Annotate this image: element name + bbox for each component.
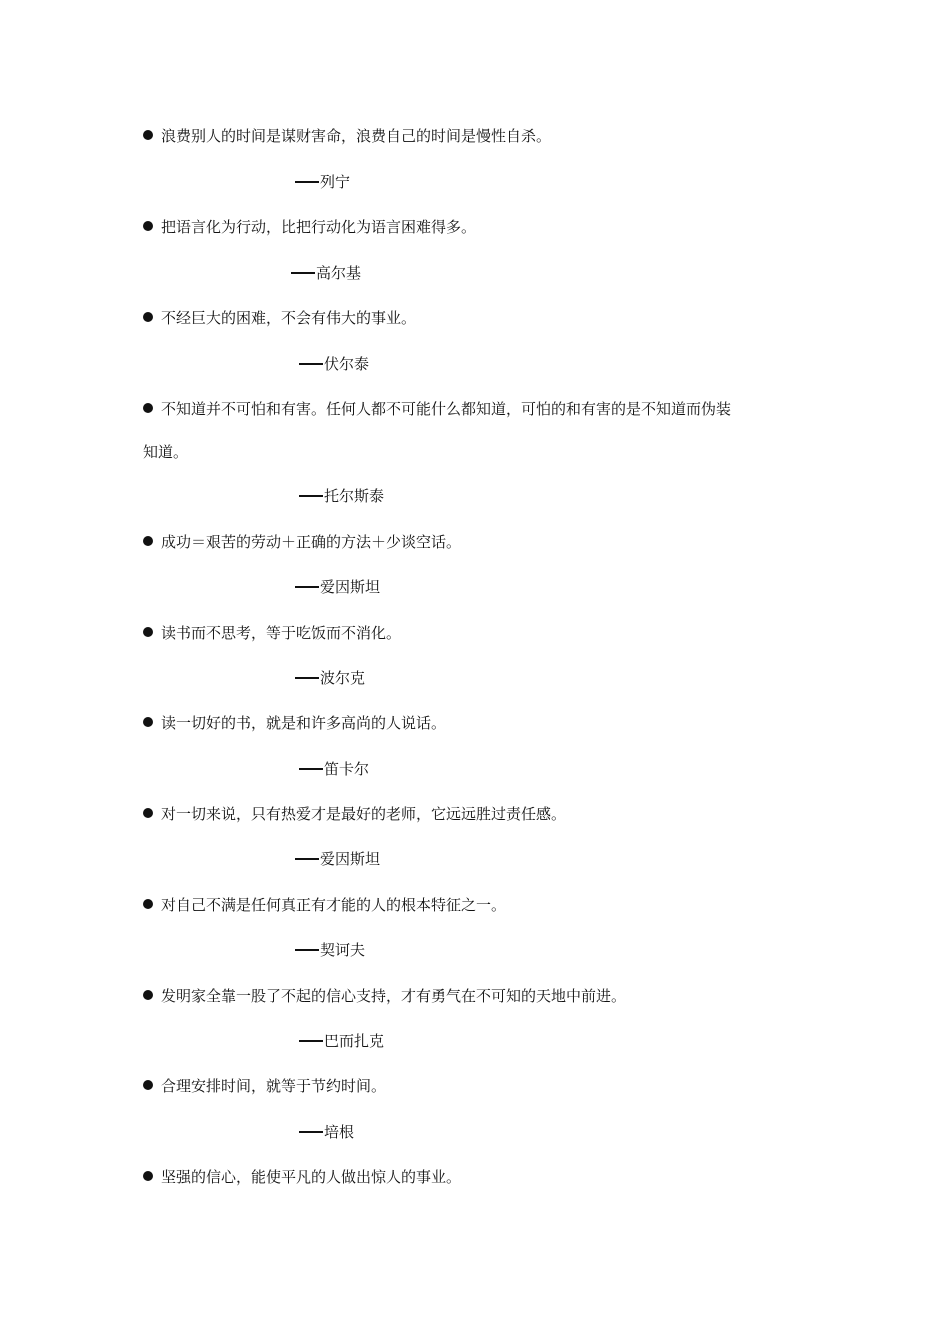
quote-author — [295, 849, 380, 869]
quote-author — [295, 172, 350, 192]
quote-text: 对一切来说，只有热爱才是最好的老师，它远远胜过责任感。 — [161, 805, 567, 823]
quote-author — [295, 577, 380, 597]
quote-item — [143, 623, 401, 643]
quote-text: 合理安排时间，就等于节约时间。 — [161, 1077, 387, 1095]
quote-text: 读一切好的书，就是和许多高尚的人说话。 — [161, 714, 447, 732]
author-name: 巴而扎克 — [324, 1032, 385, 1050]
bullet-icon — [143, 1171, 153, 1181]
quote-author — [299, 486, 384, 506]
dash-icon — [295, 586, 319, 588]
author-name: 笛卡尔 — [324, 760, 370, 778]
bullet-icon — [143, 130, 153, 140]
quote-item — [143, 532, 461, 552]
author-name: 波尔克 — [320, 669, 366, 687]
author-name: 高尔基 — [316, 264, 362, 282]
quote-item — [143, 895, 506, 915]
dash-icon — [295, 181, 319, 183]
bullet-icon — [143, 990, 153, 1000]
quote-text: 把语言化为行动，比把行动化为语言困难得多。 — [161, 218, 477, 236]
quote-author — [291, 263, 361, 283]
quote-item — [143, 1167, 461, 1187]
quote-text: 成功＝艰苦的劳动＋正确的方法＋少谈空话。 — [161, 533, 462, 551]
dash-icon — [295, 677, 319, 679]
quote-author — [295, 940, 365, 960]
quote-text: 浪费别人的时间是谋财害命，浪费自己的时间是慢性自杀。 — [161, 127, 552, 145]
dash-icon — [299, 1040, 323, 1042]
quote-author — [295, 668, 365, 688]
quote-item — [143, 399, 731, 419]
bullet-icon — [143, 403, 153, 413]
author-name: 培根 — [324, 1123, 355, 1141]
bullet-icon — [143, 1080, 153, 1090]
author-name: 爱因斯坦 — [320, 578, 381, 596]
quote-text: 不知道并不可怕和有害。任何人都不可能什么都知道，可怕的和有害的是不知道而伪装 — [161, 400, 732, 418]
quote-item — [143, 308, 416, 328]
dash-icon — [291, 272, 315, 274]
quote-author — [299, 759, 369, 779]
dash-icon — [295, 949, 319, 951]
bullet-icon — [143, 899, 153, 909]
author-name: 契诃夫 — [320, 941, 366, 959]
quote-item — [143, 713, 446, 733]
bullet-icon — [143, 312, 153, 322]
quote-text: 不经巨大的困难，不会有伟大的事业。 — [161, 309, 417, 327]
author-name: 列宁 — [320, 173, 351, 191]
quote-continuation — [143, 442, 188, 462]
quote-author — [299, 354, 369, 374]
dash-icon — [295, 858, 319, 860]
bullet-icon — [143, 808, 153, 818]
quote-author — [299, 1031, 384, 1051]
bullet-icon — [143, 717, 153, 727]
quote-text: 对自己不满是任何真正有才能的人的根本特征之一。 — [161, 896, 507, 914]
bullet-icon — [143, 627, 153, 637]
dash-icon — [299, 363, 323, 365]
quote-item — [143, 1076, 386, 1096]
quote-author — [299, 1122, 354, 1142]
dash-icon — [299, 495, 323, 497]
bullet-icon — [143, 536, 153, 546]
quote-item — [143, 804, 566, 824]
quote-text: 读书而不思考，等于吃饭而不消化。 — [161, 624, 402, 642]
author-name: 爱因斯坦 — [320, 850, 381, 868]
quote-item — [143, 126, 551, 146]
quote-item — [143, 986, 626, 1006]
quote-item — [143, 217, 476, 237]
dash-icon — [299, 768, 323, 770]
dash-icon — [299, 1131, 323, 1133]
author-name: 伏尔泰 — [324, 355, 370, 373]
quote-text: 坚强的信心，能使平凡的人做出惊人的事业。 — [161, 1168, 462, 1186]
quote-text: 发明家全靠一股了不起的信心支持，才有勇气在不可知的天地中前进。 — [161, 987, 627, 1005]
bullet-icon — [143, 221, 153, 231]
quote-text-cont: 知道。 — [143, 443, 189, 461]
author-name: 托尔斯泰 — [324, 487, 385, 505]
